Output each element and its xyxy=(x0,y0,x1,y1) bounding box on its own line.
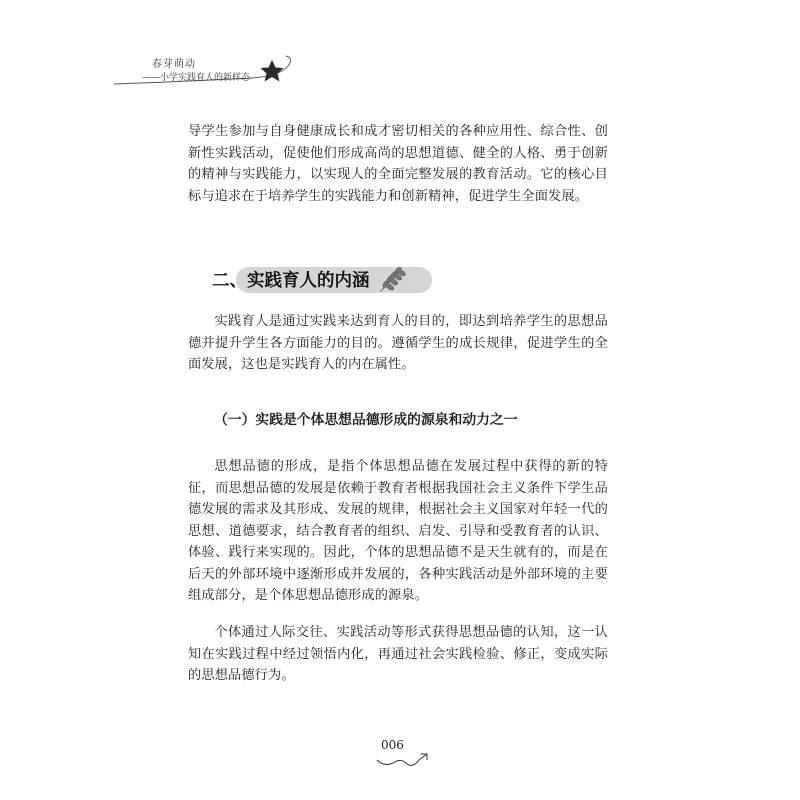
page-number: 006 xyxy=(381,738,404,752)
page-footer xyxy=(375,738,435,768)
subsection-paragraph-2: 个体通过人际交往、实践活动等形式获得思想品德的认知，这一认知在实践过程中经过领悟内化，再通过社会实践检验、修正，变成实际的思想品德行为。 xyxy=(188,625,608,683)
header-title: 春芽萌动 xyxy=(152,59,196,70)
header-subtitle: ——小学实践育人的新样态 xyxy=(142,73,251,83)
subsection-paragraph-1: 思想品德的形成，是指个体思想品德在发展过程中获得的新的特征，而思想品德的发展是依赖于教育者根据我国社会主义条件下学生品德发展的需求及其形成、发展的规律，根据社会主义国家对年轻一代的思想、道德要求，结合教育者的组织、启发、引导和受教育者的认识、体验、践行来实现的。因此，个体的思想品德不是天生就有的，而是在后天的外部环境中逐渐形成并发展的，各种实践活动是外部环境的主要组成部分，是个体思想品德形成的源泉。 xyxy=(188,459,608,603)
wheat-icon xyxy=(376,264,412,294)
footer-swirl-icon xyxy=(375,750,435,770)
intro-paragraph: 导学生参加与自身健康成长和成才密切相关的各种应用性、综合性、创新性实践活动，促使他们形成高尚的思想道德、健全的人格、勇于创新的精神与实践能力，以实现人的全面完整发展的教育活动。它的核心目标与追求在于培养学生的实践能力和创新精神，促进学生全面发展。 xyxy=(188,124,608,204)
running-header xyxy=(112,52,302,92)
section-paragraph: 实践育人是通过实践来达到育人的目的，即达到培养学生的思想品德并提升学生各方面能力的目的。遵循学生的成长规律，促进学生的全面发展，这也是实践育人的内在属性。 xyxy=(188,314,608,372)
star-icon xyxy=(261,60,284,82)
section-title: 二、实践育人的内涵 xyxy=(212,270,370,291)
subsection-title: （一）实践是个体思想品德形成的源泉和动力之一 xyxy=(214,412,518,428)
section-heading xyxy=(212,264,412,294)
